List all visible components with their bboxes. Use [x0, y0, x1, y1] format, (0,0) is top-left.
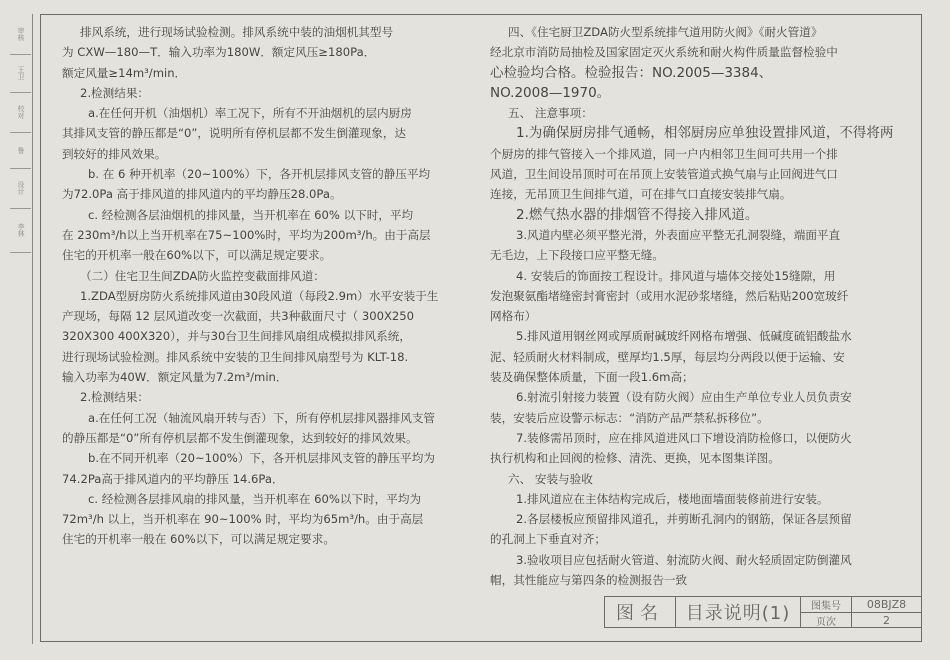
text-line: 住宅的开机率一般在60%以下，可以满足规定要求。 — [62, 248, 332, 263]
text-line: 2.检测结果： — [80, 390, 150, 405]
text-line: 连接，无吊顶卫生间排气道，可在排气口直接安装排气扇。 — [490, 187, 792, 202]
text-line: 1.ZDA型厨房防火系统排风道由30段风道（每段2.9m）水平安装于生 — [80, 288, 439, 303]
text-line: 心检验均合格。检验报告：NO.2005—3384、 — [490, 64, 773, 81]
title-block-label: 图名 — [605, 597, 676, 627]
atlas-key: 图集号 — [801, 597, 852, 612]
text-line: 7.装修需吊顶时，应在排风道进风口下增设消防检修口，以便防火 — [516, 430, 852, 445]
text-line: 6.射流引射接力装置（设有防火阀）应由生产单位专业人员负责安 — [516, 390, 852, 405]
binding-strip — [10, 14, 33, 644]
text-line: 320X300 400X320），并与30台卫生间排风扇组成模拟排风系统， — [62, 329, 411, 344]
text-line: （二）住宅卫生间ZDA防火监控变截面排风道： — [80, 268, 325, 283]
text-line: 4. 安装后的饰面按工程设计。排风道与墙体交接处15缝隙，用 — [516, 268, 836, 283]
text-line: 为72.0Pa 高于排风道的排风道内的平均静压28.0Pa。 — [62, 187, 342, 202]
text-line: 五、 注意事项： — [508, 106, 593, 121]
atlas-row — [801, 597, 921, 612]
text-line: a.在任何开机（油烟机）率工况下，所有不开油烟机的层内厨房 — [88, 106, 412, 121]
text-line: 的静压都是“0”所有停机层都不发生倒灌现象，达到较好的排风效果。 — [62, 430, 418, 445]
left-text-column — [62, 22, 482, 550]
page-row — [801, 612, 921, 628]
text-line: 74.2Pa高于排风道内的平均静压 14.6Pa． — [62, 471, 284, 486]
text-line: 产现场，每隔 12 层风道改变一次截面，共3种截面尺寸（ 300X250 — [62, 309, 415, 324]
text-line: 72m³/h 以上，当开机率在 90~100% 时，平均为65m³/h。由于高层 — [62, 512, 424, 527]
binding-cell: 李林 — [10, 208, 31, 253]
text-line: 进行现场试验检测。排风系统中安装的卫生间排风扇型号为 KLT-18. — [62, 349, 409, 364]
text-line: c. 经检测各层排风扇的排风量，当开机率在 60%以下时，平均为 — [88, 491, 422, 506]
text-line: 发泡聚氨酯堵缝密封膏密封（或用水泥砂浆堵缝，然后粘贴200宽玻纤 — [490, 288, 849, 303]
text-line: 执行机构和止回阀的检修、清洗、更换，见本图集详图。 — [490, 451, 780, 466]
binding-cell: 设计 — [10, 168, 31, 209]
text-line: 帽，其性能应与第四条的检测报告一致 — [490, 573, 688, 588]
text-line: 2.燃气热水器的排烟管不得接入排风道。 — [516, 206, 759, 223]
text-line: b. 在 6 种开机率（20~100%）下，各开机层排风支管的静压平均 — [88, 167, 431, 182]
text-line: 装及确保整体质量，下面一段1.6m高； — [490, 370, 694, 385]
atlas-number: 08BJZ8 — [866, 598, 907, 611]
text-line: 的孔洞上下垂直对齐； — [490, 532, 606, 547]
binding-cell: 鲁 — [10, 132, 31, 169]
text-line: 5.排风道用钢丝网或厚质耐碱玻纤网格布增强、低碱度硫铝酸盐水 — [516, 329, 852, 344]
text-line: 额定风量≥14m³/min． — [62, 65, 187, 80]
text-line: a.在任何工况（轴流风扇开转与否）下，所有停机层排风器排风支管 — [88, 410, 436, 425]
binding-cell: 王卫 — [10, 54, 31, 93]
text-line: c. 经检测各层油烟机的排风量，当开机率在 60% 以下时，平均 — [88, 207, 414, 222]
text-line: 住宅的开机率一般在 60%以下，可以满足规定要求。 — [62, 532, 335, 547]
text-line: 六、 安装与验收 — [508, 471, 593, 486]
text-line: 个厨房的排气管接入一个排风道，同一户内相邻卫生间可共用一个排 — [490, 146, 838, 161]
right-text-column — [490, 22, 915, 590]
text-line: 3.风道内壁必须平整光滑，外表面应平整无孔洞裂缝，端面平直 — [516, 227, 841, 242]
text-line: NO.2008—1970。 — [490, 84, 611, 101]
text-line: 为 CXW—180—T．输入功率为180W．额定风压≥180Pa． — [62, 45, 376, 60]
text-line: 排风系统，进行现场试验检测。排风系统中装的油烟机其型号 — [80, 25, 394, 39]
drawing-name: 目录说明(1) — [676, 597, 801, 627]
text-line: 到较好的排风效果。 — [62, 146, 167, 161]
text-line: 3.验收项目应包括耐火管道、射流防火阀、耐火轻质固定防倒灌风 — [516, 552, 852, 567]
text-line: 1.为确保厨房排气通畅，相邻厨房应单独设置排风道，不得将两 — [516, 125, 894, 142]
text-line: 装，安装后应设警示标志：“消防产品严禁私拆移位”。 — [490, 410, 769, 425]
text-line: 其排风支管的静压都是“0”，说明所有停机层都不发生倒灌现象，达 — [62, 126, 407, 141]
text-line: b.在不同开机率（20~100%）下，各开机层排风支管的静压平均为 — [88, 451, 435, 466]
page-key: 页次 — [801, 613, 852, 628]
text-line: 风道，卫生间设吊顶时可在吊顶上安装管道式换气扇与止回阀进气口 — [490, 167, 838, 182]
text-line: 2.各层楼板应预留排风道孔，并剪断孔洞内的钢筋，保证各层预留 — [516, 512, 852, 527]
text-line: 泥、轻质耐火材料制成，壁厚均1.5厚，每层均分两段以便于运输、安 — [490, 349, 845, 364]
page-number: 2 — [883, 614, 890, 627]
text-line: 1.排风道应在主体结构完成后，楼地面墙面装修前进行安装。 — [516, 491, 829, 506]
title-block-meta — [801, 597, 921, 627]
binding-cell: 审核 — [10, 14, 31, 55]
text-line: 输入功率为40W．额定风量为7.2m³/min． — [62, 370, 288, 385]
title-block — [604, 596, 922, 628]
text-line: 无毛边，上下段接口应平整无缝。 — [490, 248, 664, 263]
binding-cell: 校对 — [10, 92, 31, 133]
text-line: 四、《住宅厨卫ZDA防火型系统排气道用防火阀》《耐火管道》 — [508, 25, 823, 39]
text-line: 网格布） — [490, 309, 537, 324]
text-line: 在 230m³/h以上当开机率在75~100%时，平均为200m³/h。由于高层 — [62, 227, 431, 242]
text-line: 经北京市消防局抽检及国家固定灭火系统和耐火构件质量监督检验中 — [490, 45, 838, 60]
text-line: 2.检测结果： — [80, 85, 150, 100]
